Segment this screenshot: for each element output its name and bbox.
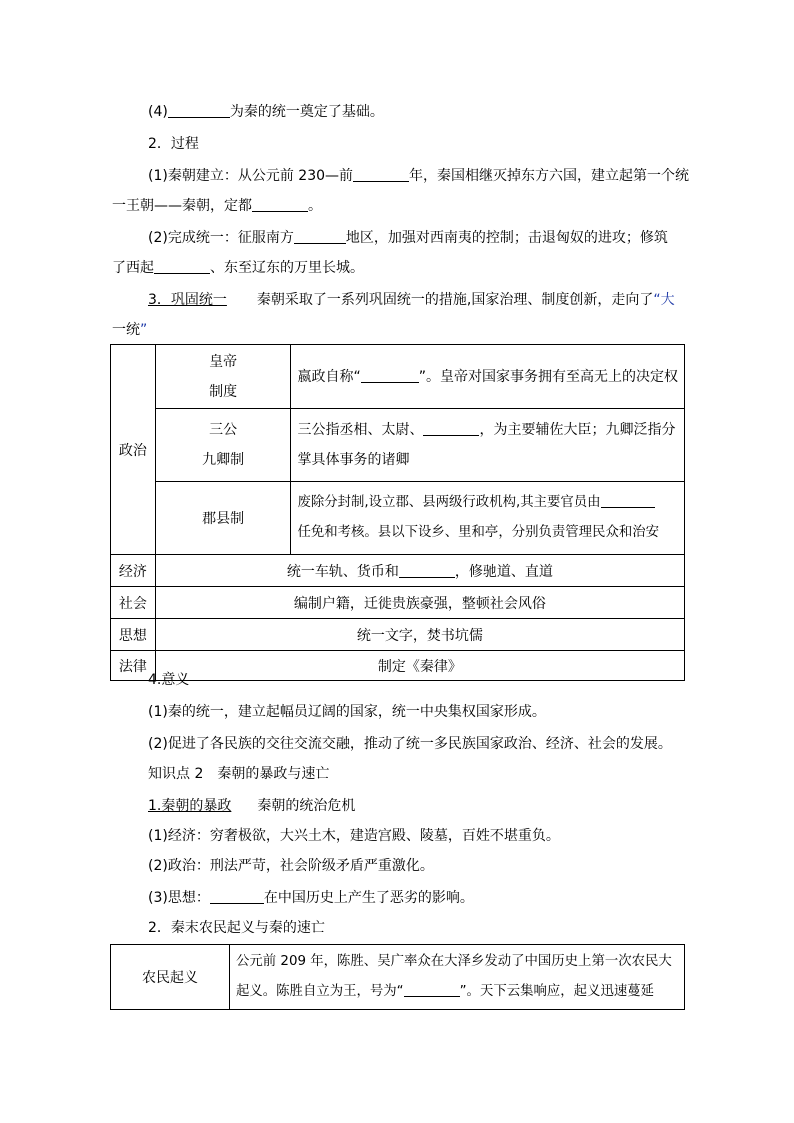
content-cell: 制定《秦律》 bbox=[155, 651, 684, 681]
content-cell: 编制户籍，迁徙贵族豪强，整顿社会风俗 bbox=[155, 587, 684, 619]
category-cell: 思想 bbox=[111, 619, 156, 651]
table-row bbox=[111, 619, 685, 651]
content-cell: 统一车轨、货币和 ，修驰道、直道 bbox=[155, 555, 684, 587]
content-cell: 公元前 209 年，陈胜、吴广率众在大泽乡发动了中国历史上第一次农民大 起义。陈胜自立为王，号为“ ”。天下云集响应，起义迅速蔓延 bbox=[230, 945, 685, 1010]
category-cell: 政治 bbox=[111, 345, 156, 555]
heading-consolidation: 3．巩固统一 秦朝采取了一系列巩固统一的措施,国家治理、制度创新，走向了“大 bbox=[148, 292, 675, 308]
measures-table bbox=[110, 344, 685, 681]
table-row bbox=[111, 409, 685, 482]
blank-field[interactable] bbox=[154, 258, 210, 274]
category-cell: 经济 bbox=[111, 555, 156, 587]
table-row bbox=[111, 945, 685, 1010]
blank-field[interactable] bbox=[601, 492, 655, 508]
heading-process: 2．过程 bbox=[148, 136, 199, 152]
heading-tyranny: 1.秦朝的暴政 秦朝的统治危机 bbox=[148, 798, 356, 814]
blank-field[interactable] bbox=[404, 981, 460, 997]
blank-field[interactable] bbox=[361, 367, 419, 383]
category-cell: 农民起义 bbox=[111, 945, 230, 1010]
blank-field[interactable] bbox=[168, 102, 230, 118]
heading-uprising: 2．秦末农民起义与秦的速亡 bbox=[148, 920, 325, 936]
content-cell: 统一文字，焚书坑儒 bbox=[155, 619, 684, 651]
uprising-table bbox=[110, 944, 685, 1010]
significance-item-1: (1)秦的统一，建立起幅员辽阔的国家，统一中央集权国家形成。 bbox=[148, 704, 546, 720]
blank-field[interactable] bbox=[252, 196, 308, 212]
heading-consolidation-line2: 一统” bbox=[112, 322, 148, 338]
blank-field[interactable] bbox=[423, 420, 479, 436]
subcategory-cell: 皇帝 制度 bbox=[155, 345, 291, 409]
knowledge-point-2: 知识点 2 秦朝的暴政与速亡 bbox=[148, 766, 330, 782]
table-row bbox=[111, 651, 685, 681]
content-cell: 废除分封制,设立郡、县两级行政机构,其主要官员由 任免和考核。县以下设乡、里和亭，分别负责管理民众和治安 bbox=[291, 482, 685, 555]
heading-significance: 4.意义 bbox=[148, 672, 190, 688]
item-4: (4) 为秦的统一奠定了基础。 bbox=[148, 104, 384, 120]
paragraph-qin-founding-line2: 一王朝——秦朝，定都 。 bbox=[112, 198, 322, 214]
tyranny-item-1: (1)经济：穷奢极欲，大兴土木，建造宫殿、陵墓，百姓不堪重负。 bbox=[148, 828, 560, 844]
table-row bbox=[111, 555, 685, 587]
table-row bbox=[111, 587, 685, 619]
tyranny-item-3: (3)思想： 在中国历史上产生了恶劣的影响。 bbox=[148, 890, 474, 906]
content-cell: 嬴政自称“ ”。皇帝对国家事务拥有至高无上的决定权 bbox=[291, 345, 685, 409]
category-cell: 法律 bbox=[111, 651, 156, 681]
tyranny-item-2: (2)政治：刑法严苛，社会阶级矛盾严重激化。 bbox=[148, 858, 434, 874]
category-cell: 社会 bbox=[111, 587, 156, 619]
content-cell: 三公指丞相、太尉、 ，为主要辅佐大臣；九卿泛指分 掌具体事务的诸卿 bbox=[291, 409, 685, 482]
paragraph-unification-line1: (2)完成统一：征服南方 地区，加强对西南夷的控制；击退匈奴的进攻；修筑 bbox=[148, 230, 668, 246]
blank-field[interactable] bbox=[294, 228, 346, 244]
paragraph-unification-line2: 了西起 、东至辽东的万里长城。 bbox=[112, 260, 364, 276]
paragraph-qin-founding-line1: (1)秦朝建立：从公元前 230—前 年，秦国相继灭掉东方六国，建立起第一个统 bbox=[148, 168, 690, 184]
blank-field[interactable] bbox=[399, 562, 455, 578]
blank-field[interactable] bbox=[353, 166, 409, 182]
subcategory-cell: 郡县制 bbox=[155, 482, 291, 555]
blank-field[interactable] bbox=[210, 888, 264, 904]
subcategory-cell: 三公 九卿制 bbox=[155, 409, 291, 482]
table-row bbox=[111, 482, 685, 555]
significance-item-2: (2)促进了各民族的交往交流交融，推动了统一多民族国家政治、经济、社会的发展。 bbox=[148, 736, 672, 752]
table-row bbox=[111, 345, 685, 409]
